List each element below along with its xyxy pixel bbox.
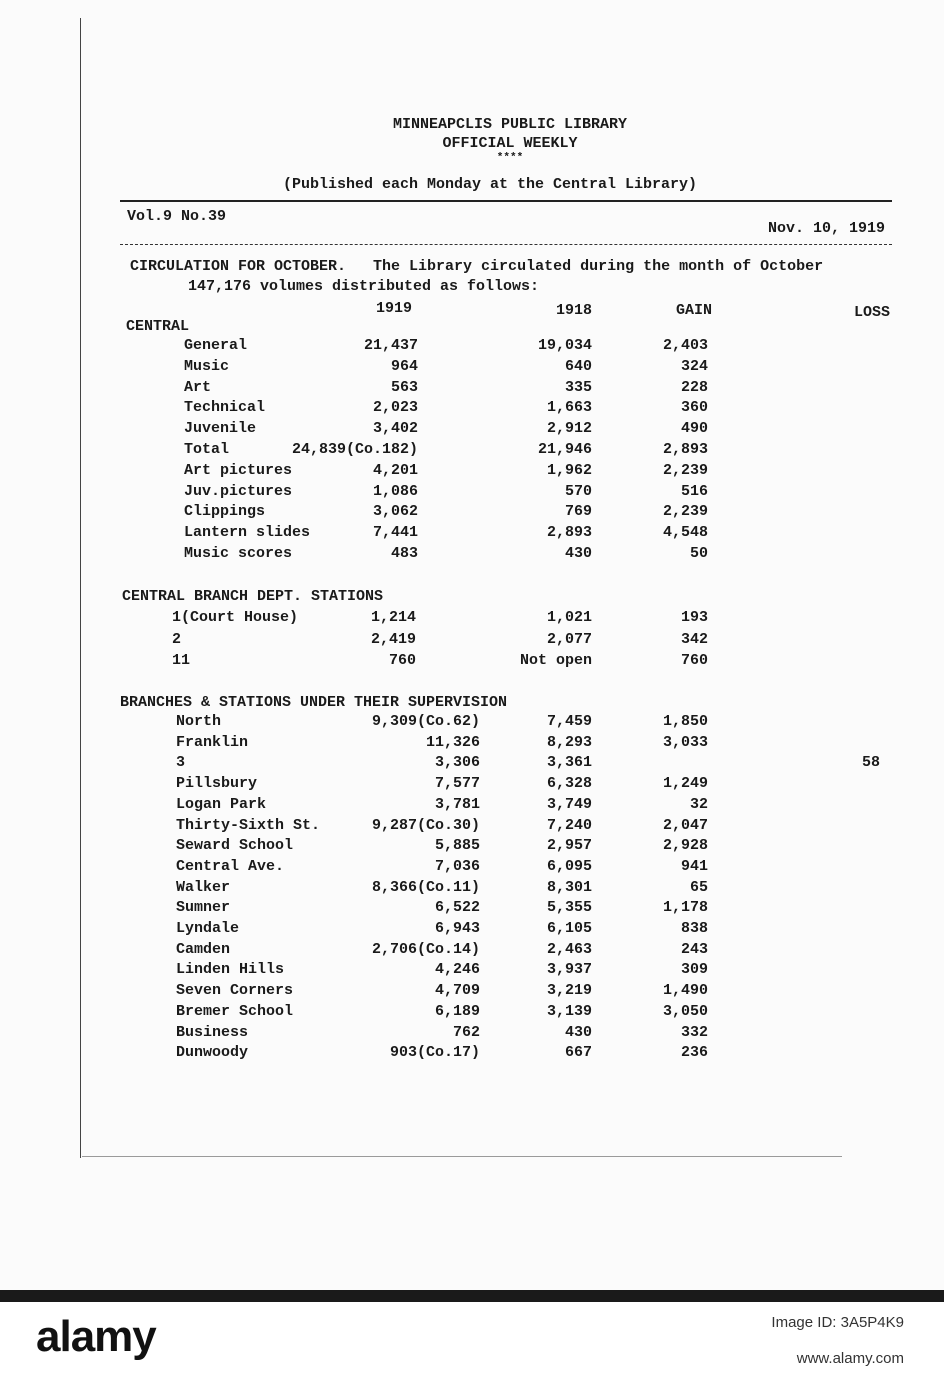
value-gain: 3,033 (662, 733, 708, 751)
value-1918: 21,946 (537, 441, 592, 458)
row-label: General (184, 337, 248, 354)
image-id: Image ID: 3A5P4K9 (771, 1314, 904, 1331)
value-1919: 9,287(Co.30) (371, 816, 480, 834)
ornament-stars: **** (496, 152, 524, 164)
value-1919: 1,086 (372, 482, 418, 500)
table-row (0, 441, 944, 461)
value-gain: 236 (680, 1044, 708, 1062)
value-1918: 2,463 (546, 940, 592, 958)
value-1918: 1,962 (546, 461, 592, 479)
value-1918: 430 (564, 1023, 592, 1041)
volume-number: Vol.9 No.39 (127, 208, 227, 225)
value-1918: 570 (564, 482, 592, 500)
table-row (0, 899, 944, 919)
column-gain: GAIN (675, 302, 712, 319)
value-1919: 3,781 (434, 795, 480, 813)
value-gain: 1,490 (662, 982, 708, 1000)
value-gain: 2,403 (662, 337, 708, 354)
column-loss: LOSS (853, 304, 890, 321)
row-label: Thirty-Sixth St. (176, 816, 321, 834)
table-row (0, 734, 944, 754)
value-1919: 9,309(Co.62) (371, 713, 480, 730)
value-gain: 1,178 (662, 899, 708, 917)
value-1919: 7,577 (434, 775, 480, 793)
table-row (0, 483, 944, 503)
row-label: Lyndale (176, 920, 240, 937)
row-label: Music scores (184, 545, 293, 562)
value-gain: 65 (689, 878, 708, 896)
row-label: Seward School (176, 837, 294, 855)
value-1918: 1,663 (546, 399, 592, 417)
value-1919: 483 (390, 545, 418, 562)
value-1918: 3,361 (546, 754, 592, 772)
value-gain: 760 (680, 652, 708, 669)
row-label: Logan Park (176, 795, 267, 813)
stock-logo: alamy (36, 1312, 156, 1361)
value-1919: 2,706(Co.14) (371, 940, 480, 958)
row-label: Walker (176, 878, 231, 896)
table-row (0, 399, 944, 419)
table-row (0, 1024, 944, 1044)
row-label: 2 (172, 630, 182, 648)
row-label: 3 (176, 754, 186, 772)
value-gain: 4,548 (662, 524, 708, 542)
value-1918: 667 (564, 1044, 592, 1062)
value-1919: 964 (390, 357, 418, 375)
value-gain: 332 (680, 1023, 708, 1041)
value-1918: 335 (564, 378, 592, 396)
table-row (0, 337, 944, 357)
value-1918: 5,355 (546, 899, 592, 917)
row-label: Sumner (176, 899, 231, 917)
table-row (0, 961, 944, 981)
value-1919: 903(Co.17) (389, 1044, 480, 1062)
value-1919: 5,885 (434, 837, 480, 855)
table-row (0, 754, 944, 774)
value-1918: 3,139 (546, 1002, 592, 1020)
value-1919: 6,189 (434, 1002, 480, 1020)
table-row (0, 545, 944, 565)
value-1919: 7,036 (434, 857, 480, 875)
intro-line-2: 147,176 volumes distributed as follows: (188, 278, 540, 295)
value-1918: 1,021 (546, 609, 592, 626)
row-label: Camden (176, 940, 231, 958)
row-label: Clippings (184, 503, 266, 521)
table-row (0, 609, 944, 629)
value-gain: 360 (680, 399, 708, 417)
value-gain: 1,850 (662, 713, 708, 730)
row-label: Dunwoody (176, 1044, 249, 1062)
row-label: Technical (184, 399, 266, 417)
table-row (0, 775, 944, 795)
value-1918: 7,240 (546, 816, 592, 834)
row-label: Art (184, 378, 212, 396)
value-gain: 3,050 (662, 1002, 708, 1020)
value-1918: 2,893 (546, 524, 592, 542)
section-heading-branches: BRANCHES & STATIONS UNDER THEIR SUPERVISION (120, 694, 508, 711)
value-gain: 50 (689, 545, 708, 562)
value-1918: 8,301 (546, 878, 592, 896)
value-1918: 6,095 (546, 857, 592, 875)
table-row (0, 796, 944, 816)
row-label: 1(Court House) (172, 609, 299, 626)
library-title: MINNEAPCLIS PUBLIC LIBRARY (392, 116, 628, 133)
value-1918: 19,034 (537, 337, 592, 354)
table-row (0, 503, 944, 523)
value-gain: 490 (680, 420, 708, 438)
value-gain: 243 (680, 940, 708, 958)
value-1919: 3,402 (372, 420, 418, 438)
value-gain: 2,239 (662, 461, 708, 479)
row-label: Juvenile (184, 420, 257, 438)
intro-line-1: CIRCULATION FOR OCTOBER. The Library circulated during the month of October (130, 258, 824, 275)
table-row (0, 982, 944, 1002)
row-label: Music (184, 357, 230, 375)
value-1918: 7,459 (546, 713, 592, 730)
value-gain: 309 (680, 961, 708, 979)
row-label: Art pictures (184, 461, 293, 479)
header-rule-top (120, 200, 892, 202)
publication-subtitle: OFFICIAL WEEKLY (442, 135, 578, 152)
value-1919: 762 (452, 1023, 480, 1041)
table-row (0, 713, 944, 733)
value-1918: 640 (564, 357, 592, 375)
value-1918: 3,219 (546, 982, 592, 1000)
value-1918: 8,293 (546, 733, 592, 751)
value-gain: 228 (680, 378, 708, 396)
value-1919: 2,419 (370, 630, 416, 648)
value-1919: 2,023 (372, 399, 418, 417)
table-row (0, 879, 944, 899)
value-1919: 760 (388, 652, 416, 669)
value-gain: 2,893 (662, 441, 708, 458)
row-label: Franklin (176, 733, 249, 751)
page-bottom-line (82, 1156, 842, 1157)
value-gain: 32 (689, 795, 708, 813)
value-1919: 4,201 (372, 461, 418, 479)
value-1919: 7,441 (372, 524, 418, 542)
table-row (0, 941, 944, 961)
value-1918: 6,328 (546, 775, 592, 793)
issue-date: Nov. 10, 1919 (767, 220, 885, 237)
value-gain: 193 (680, 609, 708, 626)
row-label: Central Ave. (176, 857, 285, 875)
value-1918: 6,105 (546, 920, 592, 937)
table-row (0, 462, 944, 482)
value-1918: 3,937 (546, 961, 592, 979)
value-gain: 342 (680, 630, 708, 648)
value-1918: Not open (519, 652, 592, 669)
value-gain: 324 (680, 357, 708, 375)
value-gain: 838 (680, 920, 708, 937)
value-1919: 6,943 (434, 920, 480, 937)
value-1918: 769 (564, 503, 592, 521)
row-label: Pillsbury (176, 775, 258, 793)
footer-strip (0, 1290, 944, 1302)
header-rule-bottom (120, 244, 892, 245)
value-1919: 8,366(Co.11) (371, 878, 480, 896)
table-row (0, 379, 944, 399)
row-label: Juv.pictures (184, 482, 293, 500)
table-row (0, 920, 944, 940)
row-label: Bremer School (176, 1002, 294, 1020)
table-row (0, 524, 944, 544)
value-1919: 24,839(Co.182) (291, 441, 418, 458)
value-1919: 4,246 (434, 961, 480, 979)
value-1918: 430 (564, 545, 592, 562)
table-row (0, 420, 944, 440)
value-1919: 1,214 (370, 609, 416, 626)
row-label: Seven Corners (176, 982, 294, 1000)
row-label: North (176, 713, 222, 730)
row-label: Lantern slides (184, 524, 311, 542)
table-row (0, 652, 944, 672)
value-gain: 516 (680, 482, 708, 500)
value-1919: 563 (390, 378, 418, 396)
table-row (0, 1003, 944, 1023)
value-1919: 3,062 (372, 503, 418, 521)
published-note: (Published each Monday at the Central Library) (282, 176, 698, 193)
row-label: Total (184, 441, 230, 458)
value-1919: 6,522 (434, 899, 480, 917)
section-heading-central: CENTRAL (126, 318, 190, 335)
value-gain: 2,239 (662, 503, 708, 521)
value-1919: 21,437 (363, 337, 418, 354)
value-1919: 3,306 (434, 754, 480, 772)
table-row (0, 1044, 944, 1064)
value-1918: 3,749 (546, 795, 592, 813)
value-gain: 941 (680, 857, 708, 875)
value-1919: 11,326 (425, 733, 480, 751)
row-label: Business (176, 1023, 249, 1041)
column-1918: 1918 (555, 302, 592, 319)
value-loss: 58 (861, 754, 880, 772)
column-1919: 1919 (375, 300, 412, 317)
table-row (0, 817, 944, 837)
value-1918: 2,077 (546, 630, 592, 648)
table-row (0, 631, 944, 651)
value-1918: 2,912 (546, 420, 592, 438)
table-row (0, 358, 944, 378)
value-1919: 4,709 (434, 982, 480, 1000)
section-heading-branch-dept: CENTRAL BRANCH DEPT. STATIONS (122, 588, 384, 605)
row-label: 11 (172, 652, 191, 669)
table-row (0, 858, 944, 878)
value-1918: 2,957 (546, 837, 592, 855)
value-gain: 2,047 (662, 816, 708, 834)
table-row (0, 837, 944, 857)
row-label: Linden Hills (176, 961, 285, 979)
stock-url: www.alamy.com (796, 1350, 904, 1367)
value-gain: 2,928 (662, 837, 708, 855)
value-gain: 1,249 (662, 775, 708, 793)
